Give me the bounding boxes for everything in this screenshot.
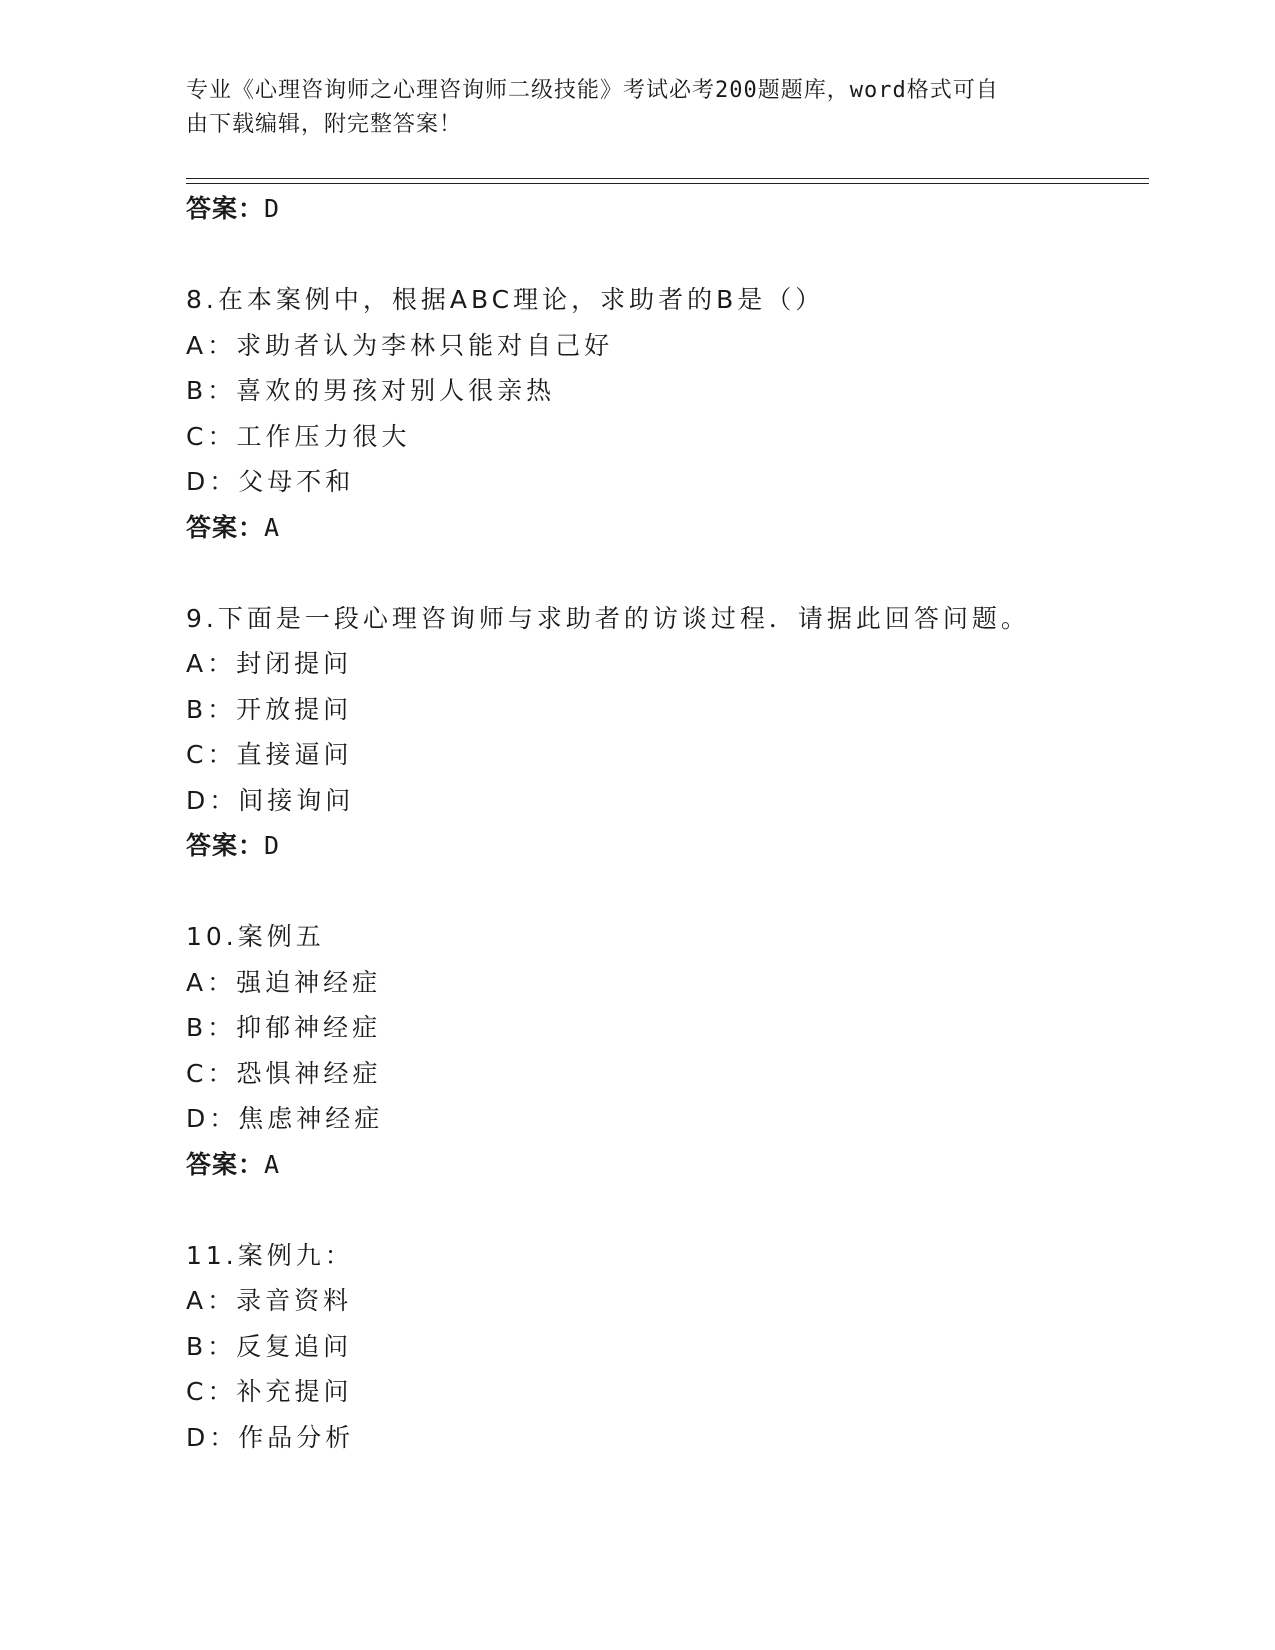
- option-d: D：焦虑神经症: [186, 1104, 384, 1133]
- option-d: D：间接询问: [186, 785, 355, 815]
- option-b: B：反复追问: [186, 1331, 353, 1361]
- header-line-2: 由下载编辑，附完整答案！: [186, 112, 463, 137]
- option-a: A：强迫神经症: [186, 967, 382, 997]
- option-c: C：直接逼问: [186, 740, 353, 769]
- question-block: [186, 1233, 1146, 1461]
- answer-line: [186, 823, 1146, 869]
- question-stem: 8.在本案例中，根据ABC理论，求助者的B是（）: [186, 285, 825, 314]
- question-stem: 9.下面是一段心理咨询师与求助者的访谈过程．请据此回答问题。: [186, 603, 1030, 633]
- question-block: [186, 277, 1146, 550]
- question-stem: 10.案例五: [186, 922, 325, 951]
- header-rule-top: [186, 178, 1149, 179]
- answer-label: 答案：: [186, 831, 265, 860]
- option-b: B：喜欢的男孩对别人很亲热: [186, 376, 556, 405]
- answer-value: D: [264, 831, 281, 860]
- answer-line: [186, 186, 1146, 232]
- document-header: [186, 74, 1066, 142]
- answer-line: [186, 505, 1146, 551]
- header-rule-bottom: [186, 183, 1149, 184]
- option-c: C：恐惧神经症: [186, 1058, 382, 1088]
- option-c: C：补充提问: [186, 1377, 353, 1406]
- question-list: [186, 186, 1146, 1460]
- option-a: A：封闭提问: [186, 649, 353, 678]
- option-d: D：父母不和: [186, 467, 355, 496]
- answer-value: A: [264, 1149, 281, 1179]
- option-b: B：开放提问: [186, 694, 353, 724]
- answer-label: 答案：: [186, 194, 265, 223]
- option-c: C：工作压力很大: [186, 421, 411, 451]
- option-b: B：抑郁神经症: [186, 1013, 382, 1042]
- option-a: A：录音资料: [186, 1286, 353, 1315]
- question-block: [186, 596, 1146, 869]
- answer-value: A: [264, 512, 281, 542]
- answer-label: 答案：: [186, 1149, 265, 1179]
- answer-line: [186, 1142, 1146, 1188]
- option-d: D：作品分析: [186, 1422, 355, 1452]
- header-line-1: 专业《心理咨询师之心理咨询师二级技能》考试必考200题题库，word格式可自: [186, 78, 999, 103]
- answer-value: D: [264, 194, 281, 223]
- option-a: A：求助者认为李林只能对自己好: [186, 330, 614, 360]
- question-block: [186, 914, 1146, 1187]
- question-stem: 11.案例九：: [186, 1240, 354, 1270]
- answer-label: 答案：: [186, 512, 265, 542]
